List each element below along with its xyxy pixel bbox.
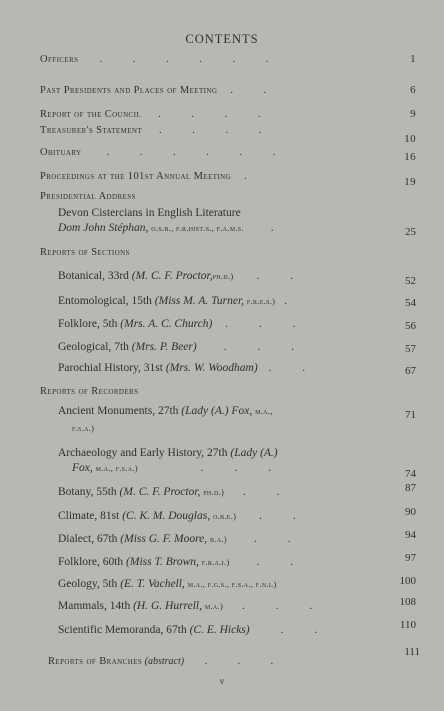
- toc-entry-scientific-memoranda: [58, 619, 416, 637]
- page-number: 6: [410, 84, 416, 96]
- entry-person: (H. G. Hurrell,: [133, 600, 202, 612]
- toc-entry-treasurer: [40, 124, 416, 145]
- leader-dots: .: [284, 295, 302, 307]
- entry-name: Ancient Monuments, 27th: [58, 405, 179, 417]
- entry-person: (M. C. F. Proctor,: [131, 270, 213, 282]
- entry-label: Proceedings at the 101st Annual Meeting: [40, 171, 232, 182]
- author-credentials: o.s.b., f.r.hist.s., f.a.m.s.: [151, 223, 244, 233]
- section-heading-sections: [40, 246, 416, 259]
- leader-dots: . .: [256, 556, 307, 568]
- entry-name: Geological, 7th: [58, 341, 129, 353]
- toc-entry-obituary: [40, 146, 416, 163]
- entry-credentials: f.r.e.s.): [246, 296, 276, 306]
- page-number: 1: [410, 53, 416, 65]
- toc-entry-parochial-history: [58, 362, 416, 375]
- entry-label: Presidential Address: [40, 191, 136, 202]
- toc-entry-geology: [58, 575, 416, 591]
- leader-dots: .: [244, 171, 261, 182]
- leader-dots: . . .: [200, 462, 286, 474]
- entry-label: Report of the Council: [40, 109, 142, 120]
- leader-dots: . .: [259, 510, 310, 522]
- entry-person-cont: Fox,: [72, 462, 93, 474]
- toc-entry-ancient-monuments: [58, 405, 416, 421]
- page-number: 25: [405, 226, 416, 238]
- page-number: 19: [404, 176, 416, 188]
- entry-person: (Mrs. W. Woodham): [165, 362, 258, 374]
- entry-name: Entomological, 15th: [58, 295, 152, 307]
- page-number: 52: [405, 275, 416, 287]
- leader-dots: . .: [243, 486, 294, 498]
- entry-name: Scientific Memoranda, 67th: [58, 624, 187, 636]
- leader-dots: . .: [230, 85, 281, 96]
- page-number: 9: [410, 108, 416, 120]
- section-heading-recorders: [40, 385, 416, 398]
- page-number: 111: [404, 646, 420, 658]
- entry-name: Botanical, 33rd: [58, 270, 129, 282]
- leader-dots: . . .: [225, 318, 310, 330]
- leader-dots: . . . . . .: [106, 147, 290, 158]
- leader-dots: . . . .: [158, 109, 275, 120]
- toc-entry-presidential-author: [58, 222, 416, 238]
- entry-name: Dialect, 67th: [58, 533, 118, 545]
- toc-entry-climate: [58, 506, 416, 523]
- page-number: 100: [399, 575, 416, 587]
- leader-dots: . .: [268, 362, 320, 374]
- entry-label: Obituary: [40, 147, 82, 158]
- entry-name: Mammals, 14th: [58, 600, 131, 612]
- page-folio: v: [219, 676, 225, 686]
- toc-entry-botany: [58, 482, 416, 499]
- leader-dots: . .: [253, 533, 305, 545]
- entry-credentials: m.a., f.g.s., f.s.a., f.n.i.): [187, 579, 277, 589]
- entry-name: Folklore, 5th: [58, 318, 118, 330]
- page-number: 90: [405, 506, 416, 518]
- entry-name: Folklore, 60th: [58, 556, 124, 568]
- entry-continuation: f.s.a.): [72, 423, 95, 433]
- toc-entry-botanical: [58, 270, 416, 287]
- toc-entry-officers: [40, 53, 416, 66]
- entry-credentials: m.a., f.s.a.): [95, 463, 138, 473]
- entry-name: Archaeology and Early History, 27th: [58, 447, 228, 459]
- toc-entry-geological: [58, 341, 416, 354]
- page-number: 10: [404, 133, 416, 145]
- toc-entry-archaeology: [58, 447, 416, 460]
- toc-entry-branches: [48, 646, 420, 668]
- entry-credentials: ph.d.): [212, 271, 234, 281]
- author-name: Dom John Stéphan,: [58, 222, 149, 234]
- section-heading-presidential: [40, 190, 416, 203]
- entry-credentials: m.a.,: [255, 406, 273, 416]
- toc-entry-council-report: [40, 108, 416, 121]
- entry-person: (E. T. Vachell,: [120, 578, 185, 590]
- entry-person: (Miss T. Brown,: [126, 556, 199, 568]
- entry-label: Treasurer's Statement: [40, 125, 143, 136]
- entry-name: Parochial History, 31st: [58, 362, 163, 374]
- page-number: 67: [405, 365, 416, 377]
- entry-person: (Lady (A.): [230, 447, 278, 459]
- page-number: 97: [405, 552, 416, 564]
- leader-dots: . . .: [241, 600, 327, 612]
- toc-entry-folklore-section: [58, 318, 416, 331]
- entry-name: Climate, 81st: [58, 510, 120, 522]
- entry-label: Officers: [40, 54, 79, 65]
- toc-entry-archaeology-cont: [58, 462, 416, 480]
- page-number: 74: [405, 468, 416, 480]
- page-title: CONTENTS: [185, 32, 259, 46]
- entry-person: (C. E. Hicks): [189, 624, 250, 636]
- leader-dots: . . .: [223, 341, 308, 353]
- page-number: 87: [405, 482, 416, 494]
- entry-label: Reports of Sections: [40, 247, 130, 258]
- page-number: 94: [405, 529, 416, 541]
- toc-entry-entomological: [58, 295, 416, 308]
- entry-person: (M. C. F. Proctor,: [119, 486, 201, 498]
- page-number: 110: [399, 619, 416, 631]
- toc-entry-presidential-address: [58, 207, 416, 220]
- leader-dots: . . . . . .: [99, 54, 283, 65]
- page-number: 71: [405, 409, 416, 421]
- entry-label: Reports of Branches: [48, 656, 143, 667]
- entry-person: (Mrs. A. C. Church): [120, 318, 213, 330]
- entry-person: (Mrs. P. Beer): [131, 341, 197, 353]
- entry-credentials: ph.d.): [203, 487, 225, 497]
- entry-credentials: m.a.): [204, 601, 224, 611]
- page-number: 56: [405, 320, 416, 332]
- entry-credentials: b.a.): [210, 534, 227, 544]
- entry-name: Geology, 5th: [58, 578, 118, 590]
- page-number: 57: [405, 343, 416, 355]
- entry-note: (abstract): [144, 656, 185, 667]
- leader-dots: . . . .: [159, 125, 276, 136]
- entry-credentials: f.r.a.i.): [201, 557, 230, 567]
- entry-person: (Miss G. F. Moore,: [120, 533, 208, 545]
- leader-dots: . .: [280, 624, 332, 636]
- entry-credentials: o.b.e.): [212, 511, 237, 521]
- entry-label: Past Presidents and Places of Meeting: [40, 85, 218, 96]
- entry-title: Devon Cistercians in English Literature: [58, 207, 241, 219]
- page-number: 54: [405, 297, 416, 309]
- entry-label: Reports of Recorders: [40, 386, 139, 397]
- entry-person: (Lady (A.) Fox,: [181, 405, 253, 417]
- leader-dots: . . .: [204, 656, 288, 667]
- toc-entry-past-presidents: [40, 84, 416, 97]
- entry-person: (Miss M. A. Turner,: [154, 295, 245, 307]
- entry-name: Botany, 55th: [58, 486, 117, 498]
- toc-entry-folklore-recorder: [58, 552, 416, 569]
- toc-entry-dialect: [58, 529, 416, 546]
- toc-entry-mammals: [58, 596, 416, 613]
- entry-person: (C. K. M. Douglas,: [122, 510, 211, 522]
- toc-entry-proceedings: [40, 170, 416, 188]
- leader-dots: .: [270, 222, 288, 234]
- page-number: 108: [399, 596, 416, 608]
- leader-dots: . .: [256, 270, 307, 282]
- page-number: 16: [404, 151, 416, 163]
